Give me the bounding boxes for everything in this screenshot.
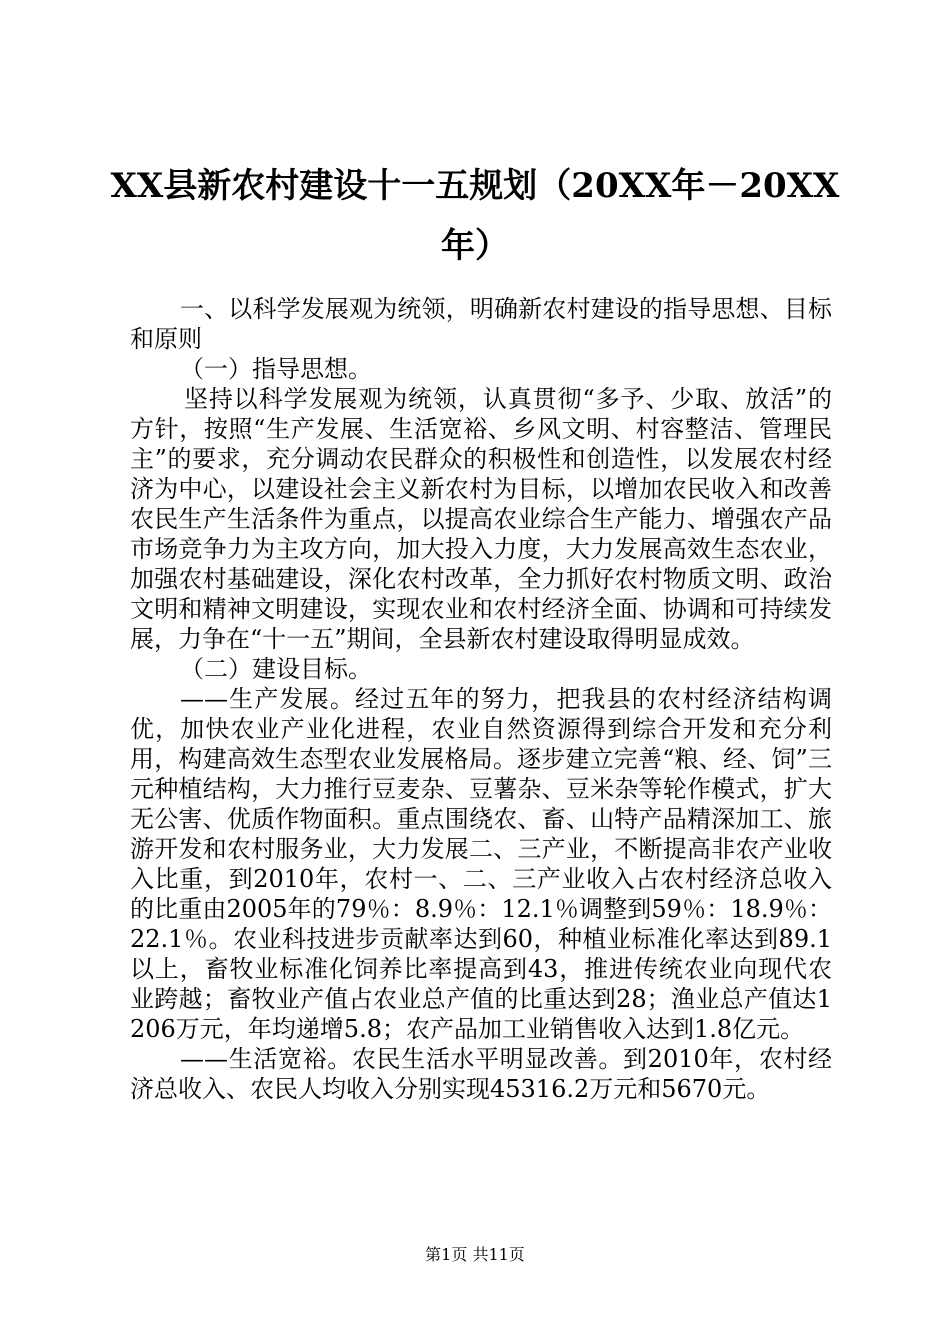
paragraph-affluent-life: ——生活宽裕。农民生活水平明显改善。到2010年，农村经济总收入、农民人均收入分别实现45316.2万元和5670元。: [130, 1045, 832, 1103]
document-body: [130, 294, 832, 1104]
page-number: 第1页 共11页: [425, 1245, 525, 1264]
subsection-heading: （一）指导思想。: [180, 355, 372, 383]
document-title: XX县新农村建设十一五规划（20XX年－20XX年）: [110, 166, 840, 266]
paragraph-guiding-ideology: 坚持以科学发展观为统领，认真贯彻“多予、少取、放活”的方针，按照“生产发展、生活宽裕、乡风文明、村容整洁、管理民主”的要求，充分调动农民群众的积极性和创造性，以发展农村经济为中心，以建设社会主义新农村为目标，以增加农民收入和改善农民生产生活条件为重点，以提高农业综合生产能力、增强农产品市场竞争力为主攻方向，加大投入力度，大力发展高效生态农业，加强农村基础建设，深化农村改革，全力抓好农村物质文明、政治文明和精神文明建设，实现农业和农村经济全面、协调和可持续发展，力争在“十一五”期间，全县新农村建设取得明显成效。: [130, 385, 832, 653]
subsection-heading: （二）建设目标。: [180, 655, 372, 683]
section-heading: 一、以科学发展观为统领，明确新农村建设的指导思想、目标和原则: [130, 295, 832, 353]
paragraph-production-development: ——生产发展。经过五年的努力，把我县的农村经济结构调优，加快农业产业化进程，农业自然资源得到综合开发和充分利用，构建高效生态型农业发展格局。逐步建立完善“粮、经、饲”三元种植结构，大力推行豆麦杂、豆薯杂、豆米杂等轮作模式，扩大无公害、优质作物面积。重点围绕农、畜、山特产品精深加工、旅游开发和农村服务业，大力发展二、三产业，不断提高非农产业收入比重，到2010年，农村一、二、三产业收入占农村经济总收入的比重由2005年的79％：8.9％：12.1％调整到59％：18.9％：22.1％。农业科技进步贡献率达到60，种植业标准化率达到89.1以上，畜牧业标准化饲养比率提高到43，推进传统农业向现代农业跨越；畜牧业产值占农业总产值的比重达到28；渔业总产值达1206万元，年均递增5.8；农产品加工业销售收入达到1.8亿元。: [130, 685, 832, 1043]
